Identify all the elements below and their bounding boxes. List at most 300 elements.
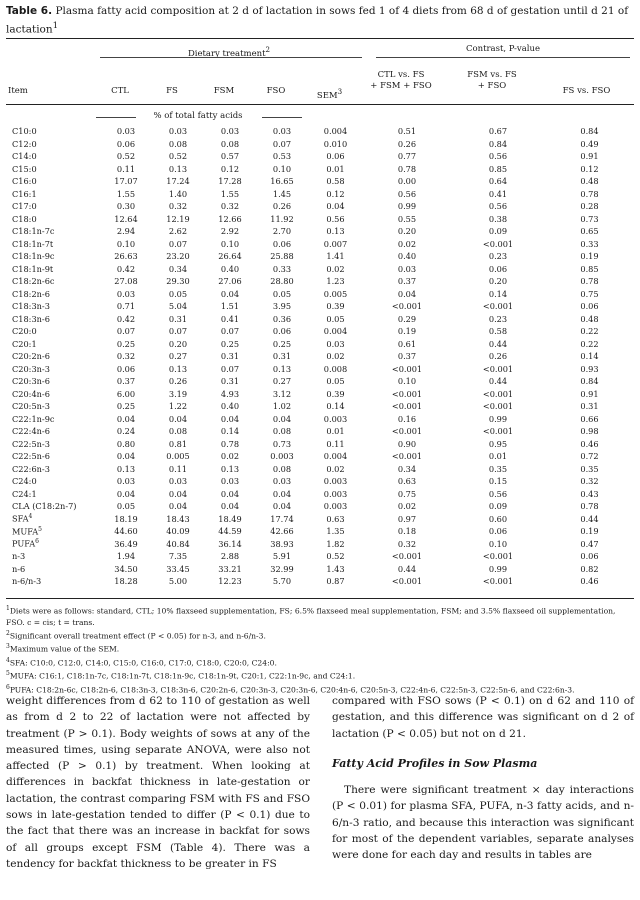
table-row — [6, 525, 634, 538]
table-cell-fs: 0.31 — [168, 313, 188, 324]
table-cell-fso: 1.02 — [272, 401, 292, 412]
table-cell-fsm: 0.25 — [220, 338, 240, 349]
header-bottom-rule — [6, 104, 634, 105]
table-cell-p3: 0.75 — [580, 288, 599, 299]
table-cell-fso: 0.31 — [272, 351, 292, 362]
table-cell-fsm: 0.04 — [220, 288, 240, 299]
table-cell-sem: 0.58 — [326, 176, 345, 187]
table-cell-p2: 0.41 — [488, 188, 508, 199]
table-cell-fs: 0.27 — [168, 351, 188, 362]
footnote — [6, 641, 632, 655]
table-row — [6, 288, 634, 301]
table-cell-fso: 5.70 — [272, 576, 292, 587]
table-cell-ctl: 26.63 — [114, 251, 138, 262]
table-cell-fso: 0.53 — [272, 151, 292, 162]
table-cell-p1: <0.001 — [391, 426, 423, 437]
table-cell-p1: <0.001 — [391, 576, 423, 587]
table-cell-fs: 17.24 — [166, 176, 190, 187]
table-cell-fs: 0.07 — [168, 326, 188, 337]
table-cell-ctl: 27.08 — [114, 276, 138, 287]
table-cell-ctl: 0.42 — [116, 313, 136, 324]
table-cell-fsm: 2.92 — [220, 226, 240, 237]
table-cell-fso: 28.80 — [270, 276, 294, 287]
table-cell-p1: 0.26 — [397, 138, 417, 149]
table-cell-fso: 0.73 — [272, 438, 292, 449]
item-column-header: Item — [8, 86, 28, 96]
table-cell-fso: 42.66 — [270, 526, 294, 537]
table-cell-fs: 2.62 — [168, 226, 188, 237]
table-cell-p3: 0.85 — [580, 263, 599, 274]
table-cell-ctl: 0.25 — [116, 401, 136, 412]
table-cell-p3: 0.78 — [580, 188, 599, 199]
table-cell-fso: 0.26 — [272, 201, 292, 212]
table-cell-ctl: 6.00 — [116, 388, 136, 399]
table-cell-fs: 5.04 — [168, 301, 188, 312]
table-cell-sem: 1.43 — [326, 563, 345, 574]
table-row — [6, 200, 634, 213]
table-cell-sem: 0.004 — [323, 326, 348, 337]
table-cell-p1: 0.02 — [397, 501, 417, 512]
table-cell-p1: <0.001 — [391, 388, 423, 399]
table-cell-ctl: 0.37 — [116, 376, 136, 387]
table-cell-p1: 0.32 — [397, 538, 417, 549]
row-label-cell: C16:1 — [12, 188, 37, 199]
table-cell-ctl: 34.50 — [114, 563, 138, 574]
table-cell-p2: 0.64 — [488, 176, 508, 187]
row-label-cell: C12:0 — [12, 138, 37, 149]
row-label-cell: C22:5n-3 — [12, 438, 50, 449]
footnote-mark: 5 — [6, 670, 10, 678]
table-cell-sem: 0.06 — [326, 151, 345, 162]
table-cell-ctl: 18.28 — [114, 576, 138, 587]
table-cell-p3: 0.65 — [580, 226, 599, 237]
table-cell-sem: 0.87 — [326, 576, 345, 587]
table-bottom-rule — [6, 598, 634, 599]
table-cell-p2: <0.001 — [482, 426, 514, 437]
table-cell-sem: 1.82 — [326, 538, 345, 549]
table-cell-ctl: 0.52 — [116, 151, 136, 162]
table-cell-fso: 17.74 — [270, 513, 294, 524]
table-cell-fs: 0.81 — [168, 438, 188, 449]
table-row — [6, 375, 634, 388]
table-cell-sem: 0.14 — [326, 401, 345, 412]
footnote-text: SFA: C10:0, C12:0, C14:0, C15:0, C16:0, C17:0, C18:0, C20:0, C24:0. — [9, 658, 277, 668]
table-cell-p2: 0.58 — [488, 326, 508, 337]
row-label-cell: C24:1 — [12, 488, 37, 499]
table-cell-fsm: 0.04 — [220, 501, 240, 512]
row-label-cell: C20:3n-6 — [12, 376, 50, 387]
table-cell-sem: 0.63 — [326, 513, 345, 524]
table-cell-p2: 0.23 — [488, 313, 508, 324]
table-cell-fsm: 0.13 — [220, 463, 240, 474]
body-paragraph-left: weight differences from d 62 to 110 of gestation as well as from d 2 to 22 of lactation were not affected by treatment (P > 0.1). Body weights of sows at any of the measured times, using separate ANOVA, were also not affected (P > 0.1) by treatment. When looking at differences in backfat thickness in late-gestation or lactation, the contrast comparing FSM with FS and FSO sows in late-gestation tended to differ (P < 0.1) due to the fact that there was an increase in backfat for sows of all groups except FSM (Table 4). There was a tendency for backfat thickness to be greater in FS — [6, 695, 310, 870]
table-cell-p3: 0.78 — [580, 276, 599, 287]
row-label-footnote-mark: 5 — [38, 525, 42, 533]
table-row — [6, 438, 634, 451]
table-cell-p3: 0.06 — [580, 551, 599, 562]
table-cell-fs: 0.34 — [168, 263, 188, 274]
table-cell-p1: 0.55 — [397, 213, 417, 224]
table-cell-fsm: 36.14 — [218, 538, 242, 549]
table-cell-fs: 0.08 — [168, 138, 188, 149]
table-row — [6, 188, 634, 201]
table-cell-fsm: 0.31 — [220, 376, 240, 387]
table-cell-p2: 0.95 — [488, 438, 508, 449]
table-cell-fs: 18.43 — [166, 513, 190, 524]
row-label-cell: C18:3n-3 — [12, 301, 50, 312]
table-row — [6, 488, 634, 501]
table-cell-fsm: 0.03 — [220, 476, 240, 487]
body-paragraph-right-top: compared with FSO sows (P < 0.1) on d 62 and 110 of gestation, and this difference was significant on d 2 of lactation (P < 0.05) but not on d 21. — [332, 695, 634, 740]
table-cell-p2: 0.44 — [488, 376, 508, 387]
table-cell-fsm: 0.08 — [220, 138, 240, 149]
row-label-cell: C18:0 — [12, 213, 37, 224]
table-cell-fs: 40.84 — [166, 538, 190, 549]
table-cell-p3: 0.66 — [580, 413, 599, 424]
fs-column-header: FS — [166, 86, 178, 96]
table-row — [6, 150, 634, 163]
table-cell-ctl: 0.04 — [116, 451, 136, 462]
table-cell-ctl: 44.60 — [114, 526, 138, 537]
table-cell-fso: 25.88 — [270, 251, 294, 262]
footnote-mark: 1 — [6, 605, 10, 612]
table-row — [6, 213, 634, 226]
table-cell-ctl: 17.07 — [114, 176, 138, 187]
footnote-mark: 6 — [6, 683, 10, 691]
table-cell-p1: 0.90 — [397, 438, 417, 449]
table-cell-p2: <0.001 — [482, 576, 514, 587]
table-title: Plasma fatty acid composition at 2 d of lactation in sows fed 1 of 4 diets from 68 d of gestation until d 21 of lactation — [6, 5, 629, 36]
table-cell-p3: 0.35 — [580, 463, 599, 474]
table-cell-fso: 0.08 — [272, 426, 292, 437]
table-cell-sem: 0.03 — [326, 338, 345, 349]
table-cell-fsm: 0.02 — [220, 451, 240, 462]
table-cell-fs: 0.04 — [168, 413, 188, 424]
table-cell-ctl: 2.94 — [116, 226, 136, 237]
row-label-cell: C22:6n-3 — [12, 463, 50, 474]
table-cell-p3: 0.84 — [580, 126, 599, 137]
table-cell-fso: 0.27 — [272, 376, 292, 387]
table-cell-p2: 0.15 — [488, 476, 508, 487]
table-cell-p3: 0.73 — [580, 213, 599, 224]
table-cell-p1: <0.001 — [391, 301, 423, 312]
table-cell-ctl: 12.64 — [114, 213, 138, 224]
table-cell-sem: 0.56 — [326, 213, 345, 224]
table-cell-p1: 0.29 — [397, 313, 417, 324]
table-cell-p3: 0.22 — [580, 326, 599, 337]
table-cell-p2: 0.99 — [488, 413, 508, 424]
table-cell-p3: 0.06 — [580, 301, 599, 312]
table-cell-p3: 0.98 — [580, 426, 599, 437]
table-cell-sem: 0.13 — [326, 226, 345, 237]
table-cell-sem: 1.23 — [326, 276, 345, 287]
table-cell-fsm: 0.04 — [220, 488, 240, 499]
table-cell-p3: 0.72 — [580, 451, 599, 462]
table-cell-p2: 0.35 — [488, 463, 508, 474]
table-cell-fsm: 0.14 — [220, 426, 240, 437]
footnote-mark: 2 — [6, 629, 10, 637]
table-cell-p1: 0.04 — [397, 288, 417, 299]
caption-footnote-mark: 1 — [52, 21, 59, 31]
table-row — [6, 238, 634, 251]
table-cell-ctl: 0.06 — [116, 138, 136, 149]
table-cell-p1: 0.16 — [397, 413, 417, 424]
table-footnotes — [6, 603, 632, 695]
table-cell-fs: 0.08 — [168, 426, 188, 437]
table-cell-fso: 0.04 — [272, 413, 292, 424]
table-cell-p2: 0.20 — [488, 276, 508, 287]
table-cell-fsm: 0.40 — [220, 401, 240, 412]
table-cell-ctl: 0.71 — [116, 301, 136, 312]
table-row — [6, 513, 634, 526]
table-cell-ctl: 0.25 — [116, 338, 136, 349]
row-label-cell: C20:5n-3 — [12, 401, 50, 412]
table-cell-fsm: 2.88 — [220, 551, 240, 562]
table-cell-fs: 7.35 — [168, 551, 188, 562]
table-cell-ctl: 0.06 — [116, 363, 136, 374]
table-row — [6, 225, 634, 238]
table-cell-fsm: 1.55 — [220, 188, 240, 199]
contrast-group-rule — [376, 57, 630, 58]
unit-label: % of total fatty acids — [153, 111, 243, 121]
table-cell-fs: 0.20 — [168, 338, 188, 349]
table-cell-p1: <0.001 — [391, 401, 423, 412]
footnote-mark: 3 — [6, 643, 10, 651]
table-cell-p3: 0.19 — [580, 526, 599, 537]
table-cell-fso: 0.06 — [272, 326, 292, 337]
table-cell-fso: 3.12 — [272, 388, 292, 399]
table-cell-p1: 0.77 — [397, 151, 417, 162]
table-cell-fso: 0.33 — [272, 263, 292, 274]
table-cell-ctl: 0.04 — [116, 488, 136, 499]
table-cell-sem: 0.003 — [323, 476, 348, 487]
table-cell-ctl: 1.55 — [116, 188, 136, 199]
table-row — [6, 575, 634, 588]
row-label-cell: n-6 — [12, 563, 26, 574]
footnote-text: PUFA: C18:2n-6c, C18:2n-6, C18:3n-3, C18:3n-6, C20:2n-6, C20:3n-3, C20:3n-6, C20:4n-6, C20:5n-3, C22:4n-6, C22:5n-3, C22:5n-6, and C22:6n-3. — [9, 685, 575, 695]
table-cell-p3: 0.32 — [580, 476, 599, 487]
table-cell-fso: 0.13 — [272, 363, 292, 374]
table-row — [6, 338, 634, 351]
table-cell-p3: 0.22 — [580, 338, 599, 349]
table-cell-fs: 0.52 — [168, 151, 188, 162]
table-cell-fsm: 1.51 — [220, 301, 240, 312]
table-cell-p2: 0.06 — [488, 526, 508, 537]
table-cell-ctl: 0.32 — [116, 351, 136, 362]
table-cell-fso: 0.05 — [272, 288, 292, 299]
table-cell-p2: 0.14 — [488, 288, 508, 299]
table-cell-fs: 0.005 — [166, 451, 190, 462]
table-cell-sem: 0.004 — [323, 126, 348, 137]
table-cell-p3: 0.43 — [580, 488, 599, 499]
table-row — [6, 450, 634, 463]
table-cell-ctl: 0.03 — [116, 126, 136, 137]
row-label-cell: C20:4n-6 — [12, 388, 50, 399]
table-cell-sem: 0.11 — [326, 438, 345, 449]
table-cell-fso: 11.92 — [270, 213, 294, 224]
table-cell-sem: 0.05 — [326, 376, 345, 387]
table-cell-ctl: 0.05 — [116, 501, 136, 512]
table-cell-sem: 0.02 — [326, 463, 345, 474]
row-label-cell: C18:1n-7c — [12, 226, 55, 237]
row-label-cell: C18:2n-6c — [12, 276, 55, 287]
table-cell-sem: 0.003 — [323, 501, 348, 512]
table-cell-p3: 0.31 — [580, 401, 599, 412]
table-cell-p1: 0.19 — [397, 326, 417, 337]
row-label-cell: C10:0 — [12, 126, 37, 137]
table-cell-fsm: 4.93 — [220, 388, 240, 399]
table-cell-sem: 0.02 — [326, 263, 345, 274]
table-cell-sem: 0.12 — [326, 188, 345, 199]
table-cell-fs: 1.22 — [168, 401, 188, 412]
table-cell-fsm: 0.12 — [220, 163, 240, 174]
table-cell-ctl: 0.07 — [116, 326, 136, 337]
row-label-cell: PUFA$^6$ — [12, 538, 39, 550]
table-cell-p1: <0.001 — [391, 551, 423, 562]
row-label-cell: C20:3n-3 — [12, 363, 50, 374]
table-cell-p1: 0.63 — [397, 476, 417, 487]
table-cell-sem: 0.52 — [326, 551, 345, 562]
table-cell-p1: 0.78 — [397, 163, 417, 174]
row-label-cell: C20:1 — [12, 338, 37, 349]
table-row — [6, 175, 634, 188]
table-cell-p2: 0.85 — [488, 163, 508, 174]
row-label-cell: C18:1n-9t — [12, 263, 54, 274]
table-cell-p1: 0.56 — [397, 188, 417, 199]
table-cell-p3: 0.47 — [580, 538, 599, 549]
table-cell-fs: 0.07 — [168, 238, 188, 249]
table-cell-fs: 0.13 — [168, 363, 188, 374]
table-cell-sem: 0.003 — [323, 488, 348, 499]
table-top-rule — [6, 38, 634, 39]
table-row — [6, 363, 634, 376]
row-label-cell: C20:0 — [12, 326, 37, 337]
table-cell-p1: 0.18 — [397, 526, 417, 537]
table-cell-fsm: 12.66 — [218, 213, 242, 224]
table-cell-sem: 1.35 — [326, 526, 345, 537]
table-row — [6, 125, 634, 138]
table-cell-p1: 0.34 — [397, 463, 417, 474]
table-cell-fsm: 12.23 — [218, 576, 242, 587]
table-cell-p1: 0.75 — [397, 488, 417, 499]
table-cell-p1: 0.51 — [397, 126, 417, 137]
row-label-cell: C18:1n-9c — [12, 251, 55, 262]
table-cell-fso: 3.95 — [272, 301, 292, 312]
table-cell-p3: 0.48 — [580, 313, 599, 324]
table-label: Table 6. — [6, 5, 53, 17]
table-cell-p3: 0.91 — [580, 151, 599, 162]
table-row — [6, 563, 634, 576]
row-label-footnote-mark: 4 — [28, 513, 33, 521]
table-cell-fsm: 18.49 — [218, 513, 242, 524]
fso-column-header: FSO — [266, 86, 286, 96]
table-cell-fso: 0.03 — [272, 476, 292, 487]
table-cell-p2: 0.10 — [488, 538, 508, 549]
row-label-cell: C18:3n-6 — [12, 313, 50, 324]
table-cell-p1: 0.37 — [397, 276, 417, 287]
footnote — [6, 603, 632, 628]
table-cell-sem: 0.04 — [326, 201, 345, 212]
table-cell-p1: <0.001 — [391, 451, 423, 462]
table-cell-ctl: 0.42 — [116, 263, 136, 274]
table-cell-fsm: 17.28 — [218, 176, 242, 187]
table-cell-fs: 0.04 — [168, 501, 188, 512]
row-label-cell: n-6/n-3 — [12, 576, 42, 587]
table-row — [6, 275, 634, 288]
table-cell-p1: 0.40 — [397, 251, 417, 262]
table-cell-fso: 0.03 — [272, 126, 292, 137]
table-cell-p3: 0.84 — [580, 376, 599, 387]
table-cell-fs: 0.26 — [168, 376, 188, 387]
table-row — [6, 313, 634, 326]
fsm-column-header: FSM — [213, 86, 235, 96]
table-cell-fs: 23.20 — [166, 251, 190, 262]
table-cell-p2: 0.84 — [488, 138, 508, 149]
table-cell-p2: <0.001 — [482, 388, 514, 399]
table-cell-p3: 0.19 — [580, 251, 599, 262]
sem-column-header: SEM$^3$ — [316, 87, 343, 101]
table-cell-fso: 0.003 — [270, 451, 294, 462]
table-cell-p2: 0.09 — [488, 501, 508, 512]
table-cell-fs: 0.05 — [168, 288, 188, 299]
table-cell-fsm: 33.21 — [218, 563, 242, 574]
row-label-cell: C24:0 — [12, 476, 37, 487]
table-cell-fs: 33.45 — [166, 563, 190, 574]
table-cell-ctl: 0.80 — [116, 438, 136, 449]
table-cell-ctl: 0.13 — [116, 463, 136, 474]
table-cell-fso: 0.06 — [272, 238, 292, 249]
table-cell-p2: <0.001 — [482, 401, 514, 412]
contrast-ctl-header: CTL vs. FS + FSM + FSO — [370, 70, 432, 91]
table-cell-fso: 1.45 — [272, 188, 292, 199]
table-cell-fs: 40.09 — [166, 526, 190, 537]
table-cell-fsm: 0.07 — [220, 326, 240, 337]
table-cell-ctl: 1.94 — [116, 551, 136, 562]
table-cell-sem: 0.01 — [326, 163, 345, 174]
table-cell-p1: 0.37 — [397, 351, 417, 362]
table-cell-sem: 0.007 — [323, 238, 348, 249]
body-right-column — [332, 693, 634, 864]
table-cell-p1: 0.00 — [397, 176, 417, 187]
table-cell-p3: 0.12 — [580, 163, 599, 174]
table-row — [6, 388, 634, 401]
table-row — [6, 250, 634, 263]
table-cell-fso: 0.04 — [272, 488, 292, 499]
unit-rule-left — [96, 117, 136, 118]
table-cell-fsm: 0.41 — [220, 313, 240, 324]
table-cell-p2: 0.44 — [488, 338, 508, 349]
table-cell-sem: 0.39 — [326, 388, 345, 399]
table-cell-fso: 16.65 — [270, 176, 294, 187]
row-label-cell: MUFA$^5$ — [12, 525, 42, 537]
table-cell-p1: 0.99 — [397, 201, 417, 212]
table-cell-p3: 0.78 — [580, 501, 599, 512]
table-caption — [6, 4, 632, 38]
table-cell-p1: 0.61 — [397, 338, 417, 349]
table-cell-sem: 0.39 — [326, 301, 345, 312]
table-cell-fso: 0.25 — [272, 338, 292, 349]
footnote-text: Diets were as follows: standard, CTL; 10% flaxseed supplementation, FS; 6.5% flaxseed meal supplementation, FSM; and 3.5% flaxseed oil supplementation, FSO. c = cis; t = trans. — [6, 606, 616, 627]
table-cell-fso: 2.70 — [272, 226, 292, 237]
table-cell-fso: 0.10 — [272, 163, 292, 174]
body-paragraph-right: There were significant treatment × day interactions (P < 0.01) for plasma SFA, PUFA, n-3 fatty acids, and n-6/n-3 ratio, and because this interaction was significant for most of the dependent variables, separate analyses were done for each day and results in tables are — [332, 784, 634, 862]
table-cell-p3: 0.46 — [580, 438, 599, 449]
table-cell-p3: 0.82 — [580, 563, 599, 574]
footnote-mark: 4 — [6, 656, 10, 664]
unit-rule-right — [262, 117, 302, 118]
table-cell-fsm: 0.32 — [220, 201, 240, 212]
table-cell-fsm: 0.10 — [220, 238, 240, 249]
